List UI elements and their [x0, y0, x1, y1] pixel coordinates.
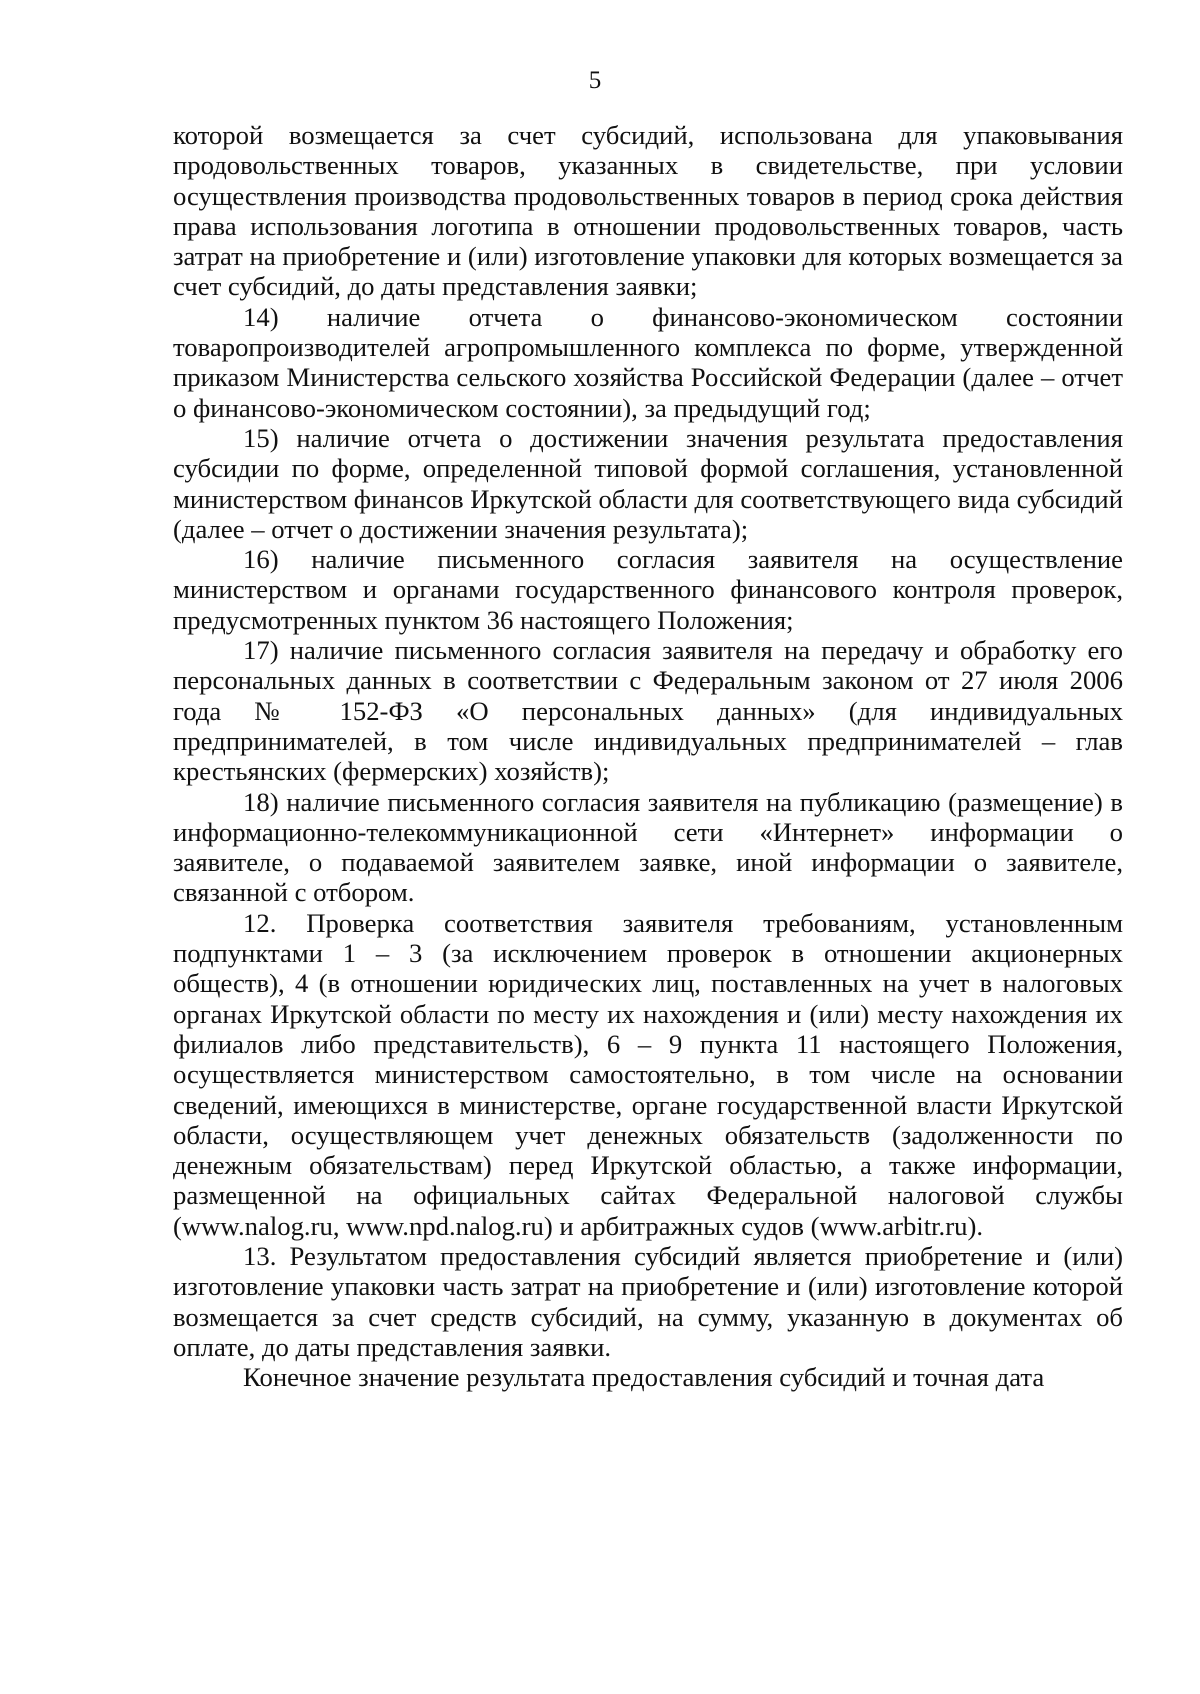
list-item-17: 17) наличие письменного согласия заявителя на передачу и обработку его персональных данных в соответствии с Федеральным законом от 27 июля 2006 года № 152-ФЗ «О персональных данных» (для индивидуальных предпринимателей, в том числе индивидуальных предпринимателей – глав крестьянских (фермерских) хозяйств); [173, 635, 1123, 787]
list-item-15: 15) наличие отчета о достижении значения результата предоставления субсидии по форме, определенной типовой формой соглашения, установленной министерством финансов Иркутской области для соответствующего вида субсидий (далее – отчет о достижении значения результата); [173, 422, 1123, 544]
section-13-paragraph: 13. Результатом предоставления субсидий является приобретение и (или) изготовление упаковки часть затрат на приобретение и (или) изготовление которой возмещается за счет средств субсидий, на сумму, указанную в документах об оплате, до даты представления заявки. [173, 1240, 1123, 1362]
document-body [173, 120, 1123, 1392]
page-number: 5 [588, 67, 602, 94]
list-item-18: 18) наличие письменного согласия заявителя на публикацию (размещение) в информационно-телекоммуникационной сети «Интернет» информации о заявителе, о подаваемой заявителем заявке, иной информации о заявителе, связанной с отбором. [173, 786, 1123, 908]
paragraph-continuation: которой возмещается за счет субсидий, использована для упаковывания продовольственных товаров, указанных в свидетельстве, при условии осуществления производства продовольственных товаров в период срока действия права использования логотипа в отношении продовольственных товаров, часть затрат на приобретение и (или) изготовление упаковки для которых возмещается за счет субсидий, до даты представления заявки; [173, 120, 1123, 302]
list-item-14: 14) наличие отчета о финансово-экономическом состоянии товаропроизводителей агропромышленного комплекса по форме, утвержденной приказом Министерства сельского хозяйства Российской Федерации (далее – отчет о финансово-экономическом состоянии), за предыдущий год; [173, 301, 1123, 423]
final-paragraph: Конечное значение результата предоставления субсидий и точная дата [243, 1362, 1045, 1393]
section-12-paragraph: 12. Проверка соответствия заявителя требованиям, установленным подпунктами 1 – 3 (за исключением проверок в отношении акционерных обществ), 4 (в отношении юридических лиц, поставленных на учет в налоговых органах Иркутской области по месту их нахождения и (или) месту нахождения их филиалов либо представительств), 6 – 9 пункта 11 настоящего Положения, осуществляется министерством самостоятельно, в том числе на основании сведений, имеющихся в министерстве, органе государственной власти Иркутской области, осуществляющем учет денежных обязательств (задолженности по денежным обязательствам) перед Иркутской областью, а также информации, размещенной на официальных сайтах Федеральной налоговой службы (www.nalog.ru, www.npd.nalog.ru) и арбитражных судов (www.arbitr.ru). [173, 907, 1123, 1241]
list-item-16: 16) наличие письменного согласия заявителя на осуществление министерством и органами государственного финансового контроля проверок, предусмотренных пунктом 36 настоящего Положения; [173, 544, 1123, 635]
